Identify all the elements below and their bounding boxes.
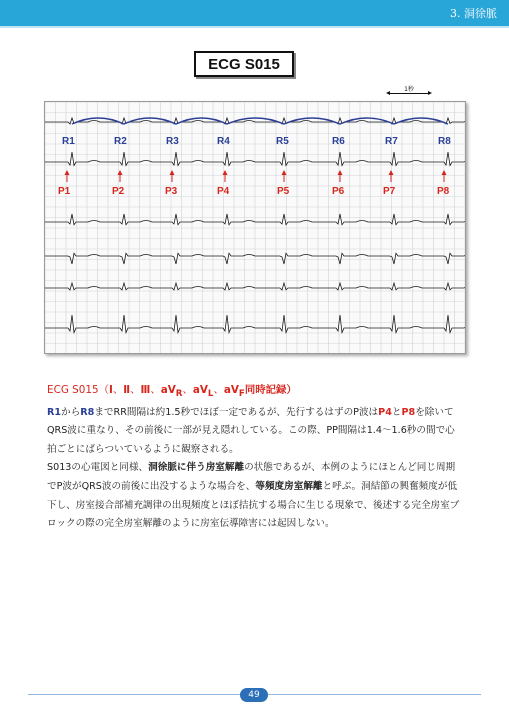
body-paragraph-1: R1からR8までRR間隔は約1.5秒でほぼ一定であるが、先行するはずのP波はP4とP8を除いてQRS波に重なり、その前後に一部が見え隠れしている。この際、PP間隔は1.4〜1.6秒の間で心拍ごとにばらついているように観察される。 bbox=[47, 406, 455, 455]
p-label: P4 bbox=[217, 186, 230, 197]
p-arrow-head-icon bbox=[170, 170, 175, 175]
figure-caption: ECG S015（Ⅰ、Ⅱ、Ⅲ、$aV_R$、$aV_L$、$aV_F$同時記録） bbox=[47, 384, 297, 400]
header-divider bbox=[0, 26, 509, 28]
figure-title: ECG S015 bbox=[194, 51, 294, 77]
p-label: P3 bbox=[165, 186, 178, 197]
scale-arrow-right-icon bbox=[428, 91, 432, 95]
p-wave-arrows bbox=[65, 170, 447, 182]
p-label: P6 bbox=[332, 186, 345, 197]
p-label: P1 bbox=[58, 186, 71, 197]
r-label: R5 bbox=[276, 136, 289, 147]
ecg-svg bbox=[45, 102, 466, 354]
body-paragraph-2: S013の心電図と同様、洞徐脈に伴う房室解離の状態であるが、本例のようにほとんど同じ周期でP波がQRS波の前後に出没するような場合を、等頻度房室解離と呼ぶ。洞結節の興奮頻度が低下し、房室接合部補充調律の出現頻度とほぼ拮抗する場合に生じる現象で、後述する完全房室ブロックの際の完全房室解離のように房室伝導障害には起因しない。 bbox=[47, 462, 460, 530]
chapter-title: 3. 洞徐脈 bbox=[450, 7, 497, 20]
p-arrow-head-icon bbox=[338, 170, 343, 175]
header-band bbox=[0, 0, 509, 26]
r-label: R4 bbox=[217, 136, 230, 147]
r-label: R1 bbox=[62, 136, 75, 147]
page-number: 49 bbox=[240, 688, 268, 702]
p-wave-labels bbox=[58, 186, 450, 197]
figure-description bbox=[47, 381, 462, 534]
time-scale-label: 1秒 bbox=[404, 86, 414, 93]
p-arrow-head-icon bbox=[282, 170, 287, 175]
r-label: R3 bbox=[166, 136, 179, 147]
r-label: R8 bbox=[438, 136, 451, 147]
p-label: P8 bbox=[437, 186, 450, 197]
ecg-grid bbox=[45, 102, 466, 354]
r-wave-labels bbox=[62, 136, 451, 147]
beat-annotations bbox=[58, 118, 451, 197]
r-label: R7 bbox=[385, 136, 398, 147]
p-arrow-head-icon bbox=[389, 170, 394, 175]
time-scale-bar bbox=[386, 84, 432, 98]
p-arrow-head-icon bbox=[442, 170, 447, 175]
p-label: P2 bbox=[112, 186, 125, 197]
ecg-tracing bbox=[44, 101, 466, 354]
r-label: R2 bbox=[114, 136, 127, 147]
p-label: P5 bbox=[277, 186, 290, 197]
p-label: P7 bbox=[383, 186, 396, 197]
r-label: R6 bbox=[332, 136, 345, 147]
p-arrow-head-icon bbox=[65, 170, 70, 175]
